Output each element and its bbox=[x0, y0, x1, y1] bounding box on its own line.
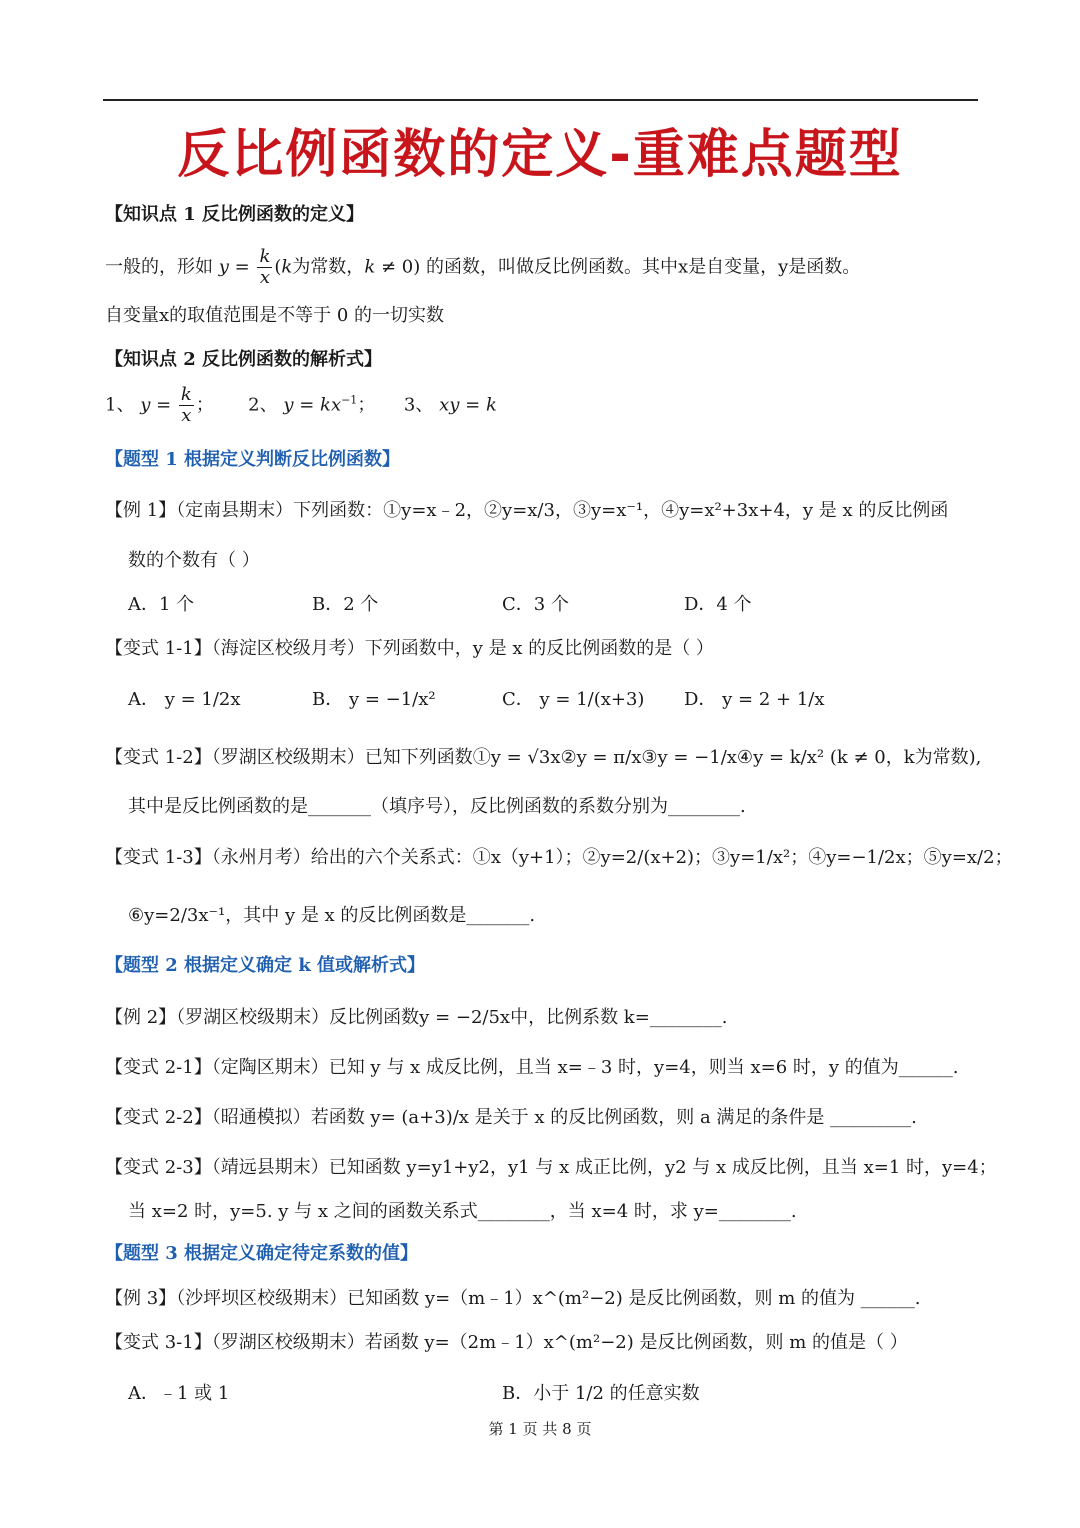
v31-option-b: B．小于 1/2 的任意实数 bbox=[502, 1383, 700, 1404]
v11-option-c: C． y = 1/(x+3) bbox=[502, 689, 645, 710]
t1-heading: 【题型 1 根据定义判断反比例函数】 bbox=[105, 449, 401, 470]
v11-option-d: D． y = 2 + 1/x bbox=[684, 689, 825, 710]
kp1-domain: 自变量x的取值范围是不等于 0 的一切实数 bbox=[105, 305, 445, 326]
v11-option-a: A． y = 1/2x bbox=[128, 689, 241, 710]
v11-question: 【变式 1-1】（海淀区校级月考）下列函数中，y 是 x 的反比例函数的是（ ） bbox=[105, 638, 714, 659]
v22-question: 【变式 2-2】（昭通模拟）若函数 y= (a+3)/x 是关于 x 的反比例函数，则 a 满足的条件是 _________. bbox=[105, 1107, 917, 1128]
v13-line1: 【变式 1-3】（永州月考）给出的六个关系式：①x（y+1）；②y=2/(x+2)；③y=1/x²；④y=−1/2x；⑤y=x/2； bbox=[105, 847, 1013, 868]
ex1-option-b: B．2 个 bbox=[312, 594, 379, 615]
top-rule bbox=[103, 99, 978, 101]
v23-line2: 当 x=2 时，y=5. y 与 x 之间的函数关系式________，当 x=4 时，求 y=________. bbox=[128, 1201, 797, 1222]
v31-question: 【变式 3-1】（罗湖区校级期末）若函数 y=（2m﹣1）x^(m²−2) 是反比例函数，则 m 的值是（ ） bbox=[105, 1332, 908, 1353]
ex1-option-a: A．1 个 bbox=[128, 594, 195, 615]
v11-option-b: B． y = −1/x² bbox=[312, 689, 436, 710]
v13-line2: ⑥y=2/3x⁻¹，其中 y 是 x 的反比例函数是_______. bbox=[128, 905, 536, 926]
v23-line1: 【变式 2-3】（靖远县期末）已知函数 y=y1+y2，y1 与 x 成正比例，y2 与 x 成反比例，且当 x=1 时，y=4； bbox=[105, 1157, 997, 1178]
v12-line2: 其中是反比例函数的是_______（填序号），反比例函数的系数分别为________. bbox=[128, 796, 746, 817]
ex1-option-d: D．4 个 bbox=[684, 594, 752, 615]
page-footer: 第 1 页 共 8 页 bbox=[488, 1420, 592, 1438]
kp2-forms: 1、 y = $\frac{k}{x}$ ； 2、 $y = kx^{-1}$； 3、 xy = k bbox=[105, 384, 497, 426]
v31-option-a: A．﹣1 或 1 bbox=[128, 1383, 230, 1404]
kp1-definition: 一般的，形如 y = $\frac{k}{x}$ (k为常数，k ≠ 0) 的函数，叫做反比例函数。其中x是自变量，y是函数。 bbox=[105, 246, 861, 288]
page-title: 反比例函数的定义-重难点题型 bbox=[177, 125, 903, 185]
kp2-heading: 【知识点 2 反比例函数的解析式】 bbox=[105, 349, 383, 370]
kp1-heading: 【知识点 1 反比例函数的定义】 bbox=[105, 204, 365, 225]
t3-heading: 【题型 3 根据定义确定待定系数的值】 bbox=[105, 1243, 419, 1264]
ex2-question: 【例 2】（罗湖区校级期末）反比例函数y = −2/5x中，比例系数 k=________. bbox=[105, 1007, 728, 1028]
ex1-line1: 【例 1】（定南县期末）下列函数：①y=x﹣2，②y=x/3，③y=x⁻¹，④y=x²+3x+4，y 是 x 的反比例函 bbox=[105, 500, 949, 521]
ex1-option-c: C．3 个 bbox=[502, 594, 569, 615]
t2-heading: 【题型 2 根据定义确定 k 值或解析式】 bbox=[105, 955, 426, 976]
ex1-line2: 数的个数有（ ） bbox=[128, 550, 260, 571]
v21-question: 【变式 2-1】（定陶区期末）已知 y 与 x 成反比例，且当 x=﹣3 时，y=4，则当 x=6 时，y 的值为______. bbox=[105, 1057, 959, 1078]
v12-line1: 【变式 1-2】（罗湖区校级期末）已知下列函数①y = √3x②y = π/x③y = −1/x④y = k/x² (k ≠ 0，k为常数), bbox=[105, 747, 982, 768]
ex3-question: 【例 3】（沙坪坝区校级期末）已知函数 y=（m﹣1）x^(m²−2) 是反比例函数，则 m 的值为 ______. bbox=[105, 1288, 921, 1309]
